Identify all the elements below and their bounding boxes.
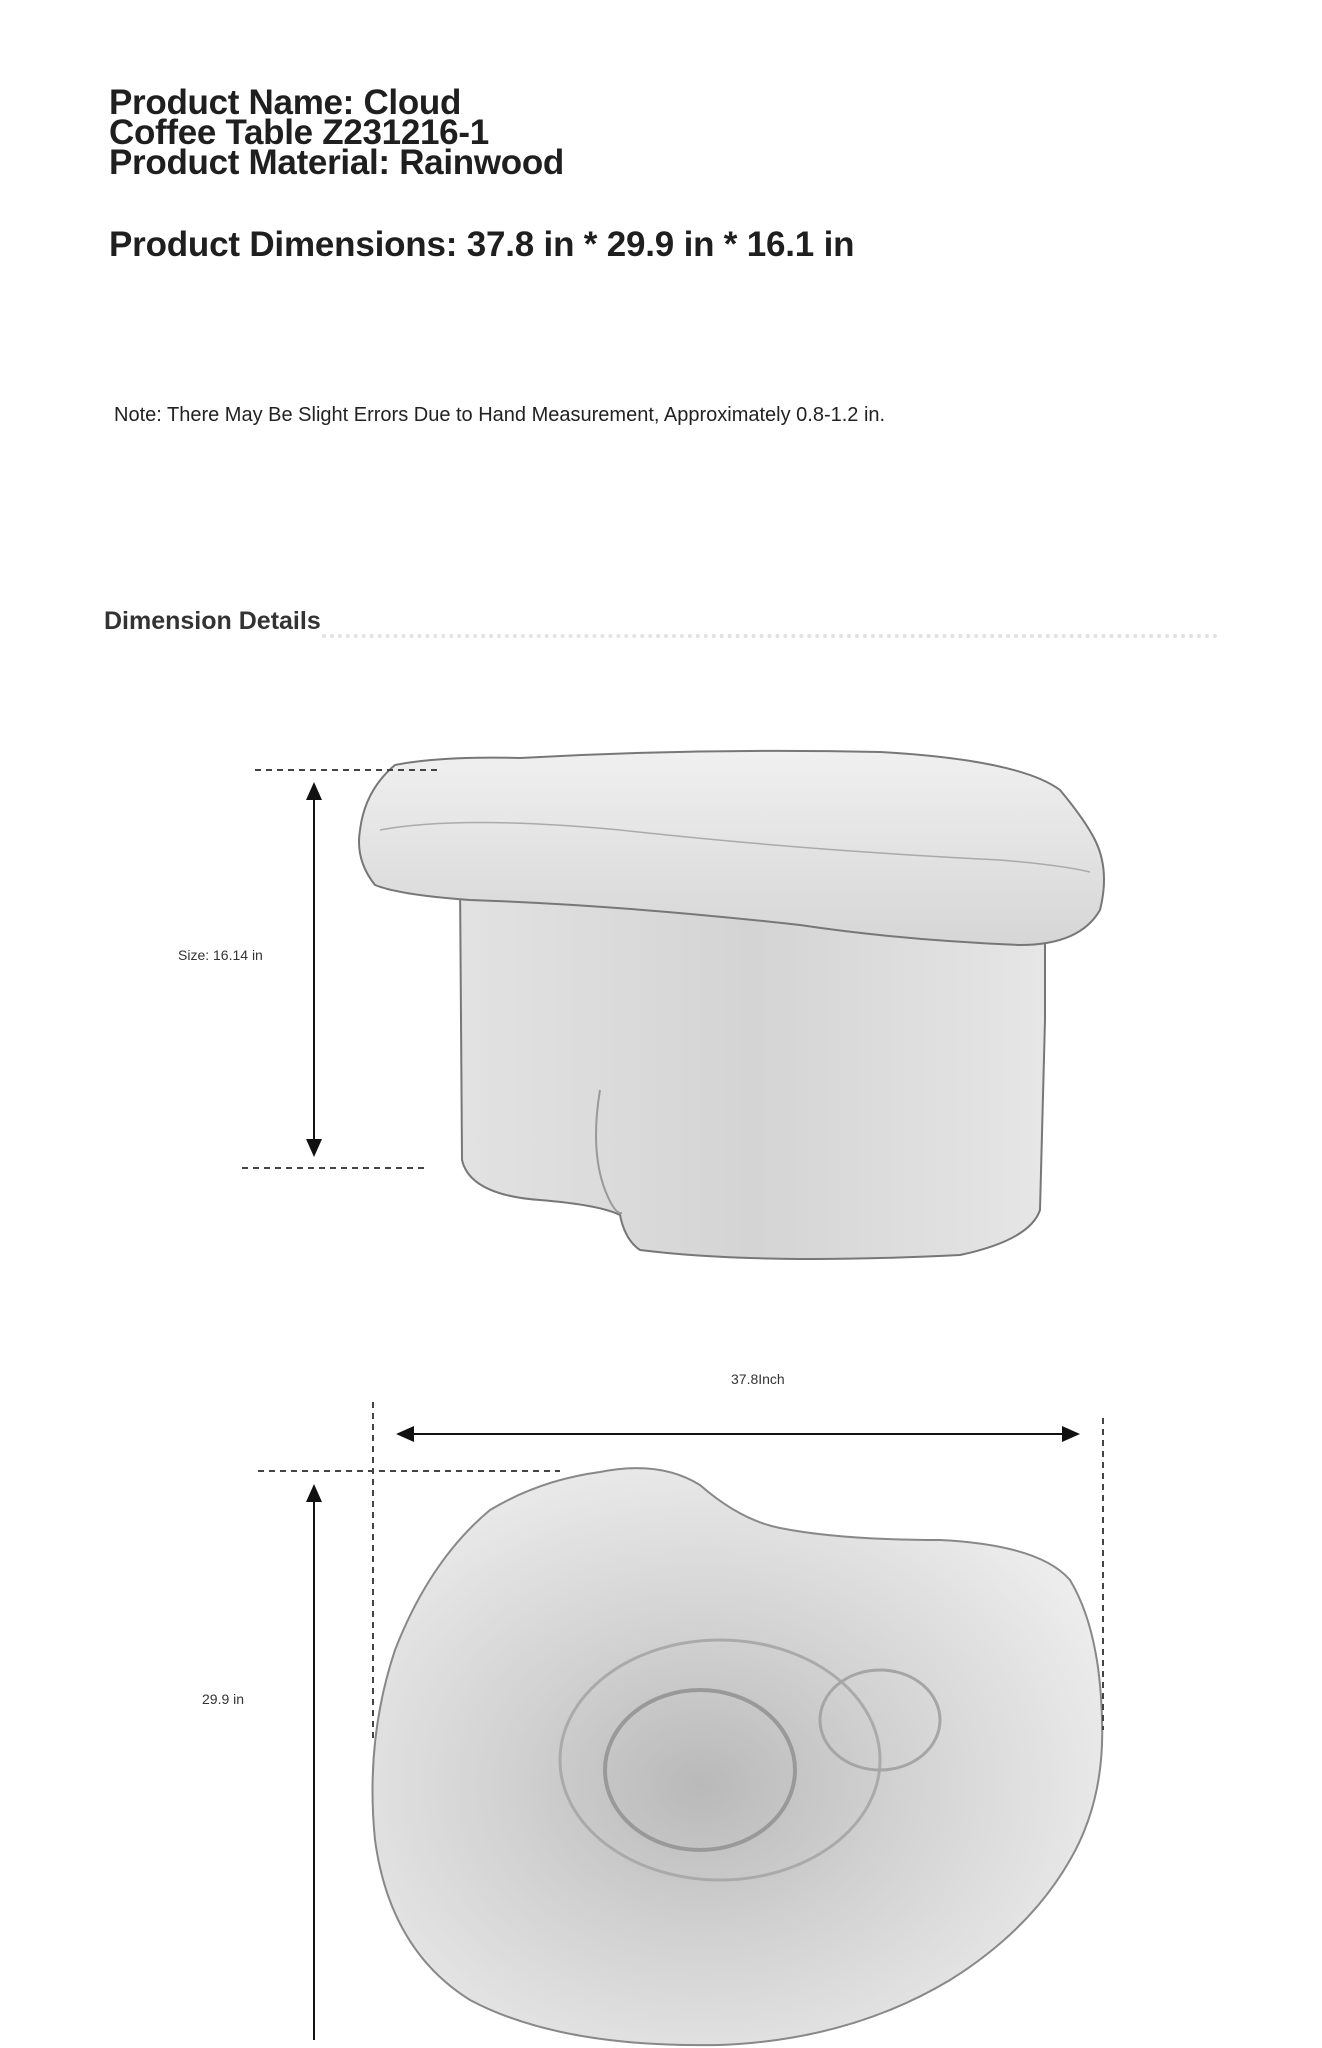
product-name-line1: Product Name: Cloud — [109, 83, 462, 122]
side-view-drawing — [359, 751, 1104, 1259]
measurement-note: Note: There May Be Slight Errors Due to Hand Measurement, Approximately 0.8-1.2 in. — [114, 404, 886, 426]
width-label: 37.8Inch — [731, 1371, 785, 1387]
section-title: Dimension Details — [104, 607, 321, 635]
top-view-drawing — [373, 1468, 1103, 2045]
top-view-surface — [373, 1468, 1103, 2045]
product-material: Product Material: Rainwood — [109, 143, 565, 182]
product-dimensions: Product Dimensions: 37.8 in * 29.9 in * 16.1 in — [109, 225, 855, 264]
product-name-line2: Coffee Table Z231216-1 — [109, 113, 489, 152]
depth-label: 29.9 in — [202, 1691, 245, 1707]
height-label: Size: 16.14 in — [178, 947, 263, 963]
